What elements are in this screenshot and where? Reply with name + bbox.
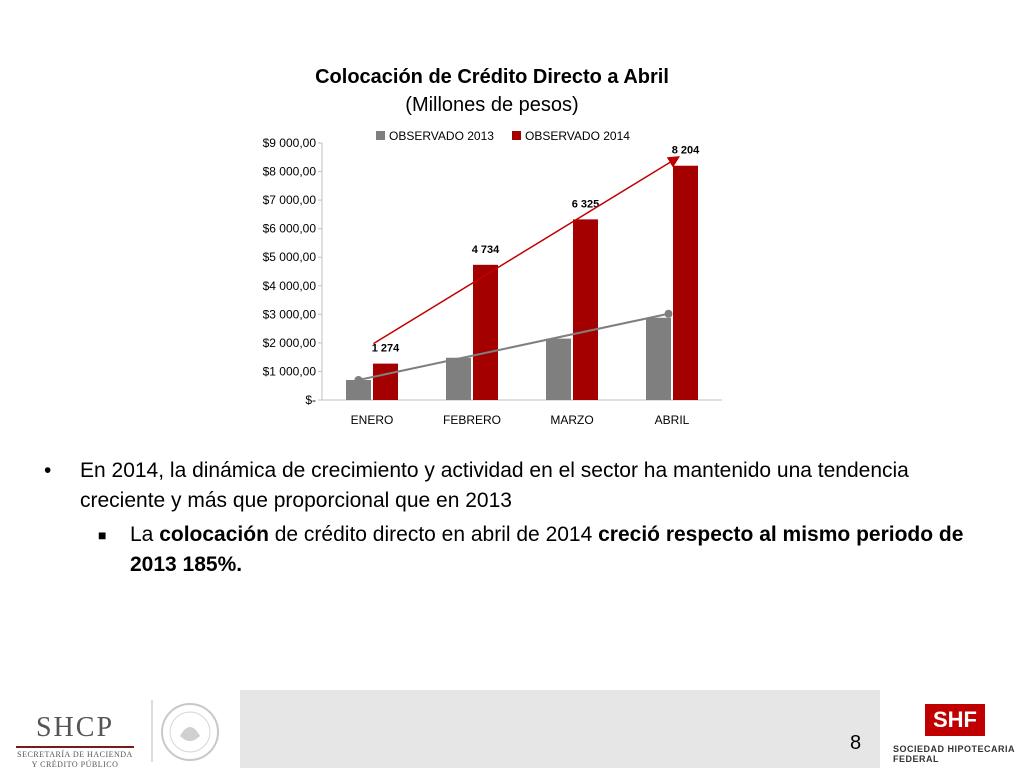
shcp-logo-sub2: Y CRÉDITO PÚBLICO xyxy=(31,760,119,769)
bullet-dot-icon: • xyxy=(44,459,52,482)
legend-swatch-2013 xyxy=(376,131,385,140)
legend-label-2013: OBSERVADO 2013 xyxy=(389,129,494,143)
shf-logo: SHF xyxy=(925,704,985,736)
bar-2014 xyxy=(573,219,598,400)
chart-subtitle: (Millones de pesos) xyxy=(405,94,579,116)
bar-2013 xyxy=(646,318,671,400)
sub-bullet-text-1: La xyxy=(130,523,160,546)
legend-swatch-2014 xyxy=(512,131,521,140)
bar-chart xyxy=(240,125,740,435)
sub-bullet-bold-1: colocación xyxy=(159,523,269,546)
bullet-item xyxy=(44,456,994,516)
data-label-2014: 8 204 xyxy=(671,144,700,157)
trend-point-2013 xyxy=(355,376,363,384)
shcp-logo-rule xyxy=(16,746,134,748)
y-tick-label: $2 000,00 xyxy=(262,335,316,350)
data-label-2014: 1 274 xyxy=(371,342,400,355)
square-bullet-icon: ■ xyxy=(98,527,107,543)
chart-title: Colocación de Crédito Directo a Abril xyxy=(315,66,669,88)
footer-bar xyxy=(240,690,880,768)
data-label-2014: 4 734 xyxy=(471,243,500,256)
data-label-2014: 6 325 xyxy=(571,198,600,211)
x-tick-label: ABRIL xyxy=(654,413,690,427)
y-tick-label: $8 000,00 xyxy=(262,164,316,179)
legend-label-2014: OBSERVADO 2014 xyxy=(525,129,630,143)
page-number: 8 xyxy=(850,732,862,754)
x-tick-label: FEBRERO xyxy=(442,413,502,427)
shcp-logo-name: SHCP xyxy=(35,712,115,743)
trend-point-2013 xyxy=(665,310,673,318)
sub-bullet-text-2: de crédito directo en abril de 2014 xyxy=(268,523,599,546)
x-tick-label: MARZO xyxy=(550,413,594,427)
shf-logo-text: SOCIEDAD HIPOTECARIA FEDERAL xyxy=(893,744,1015,764)
bar-2014 xyxy=(373,364,398,400)
y-tick-label: $- xyxy=(305,393,316,407)
y-tick-label: $6 000,00 xyxy=(262,221,316,236)
bullet-text: En 2014, la dinámica de crecimiento y actividad en el sector ha mantenido una tendencia creciente y más que proporcional que en 2013 xyxy=(80,459,909,512)
x-tick-label: ENERO xyxy=(350,413,394,427)
y-tick-label: $3 000,00 xyxy=(262,307,316,322)
bar-2013 xyxy=(446,358,471,400)
y-tick-label: $5 000,00 xyxy=(262,250,316,265)
bar-2014 xyxy=(673,166,698,400)
y-tick-label: $4 000,00 xyxy=(262,278,316,293)
trend-arrow-2014 xyxy=(374,158,678,344)
shcp-logo xyxy=(10,712,140,770)
bar-2014 xyxy=(473,265,498,400)
bar-2013 xyxy=(546,339,571,400)
sub-bullet-item xyxy=(44,520,994,580)
bullet-list xyxy=(44,456,994,580)
sub-bullet-bold-2: creció respecto al mismo periodo de 2013 185%. xyxy=(130,523,964,576)
shcp-logo-sub1: SECRETARÍA DE HACIENDA xyxy=(17,750,133,759)
y-tick-label: $1 000,00 xyxy=(262,364,316,379)
y-tick-label: $7 000,00 xyxy=(262,193,316,208)
y-tick-label: $9 000,00 xyxy=(262,136,316,150)
national-seal-icon xyxy=(150,696,220,764)
